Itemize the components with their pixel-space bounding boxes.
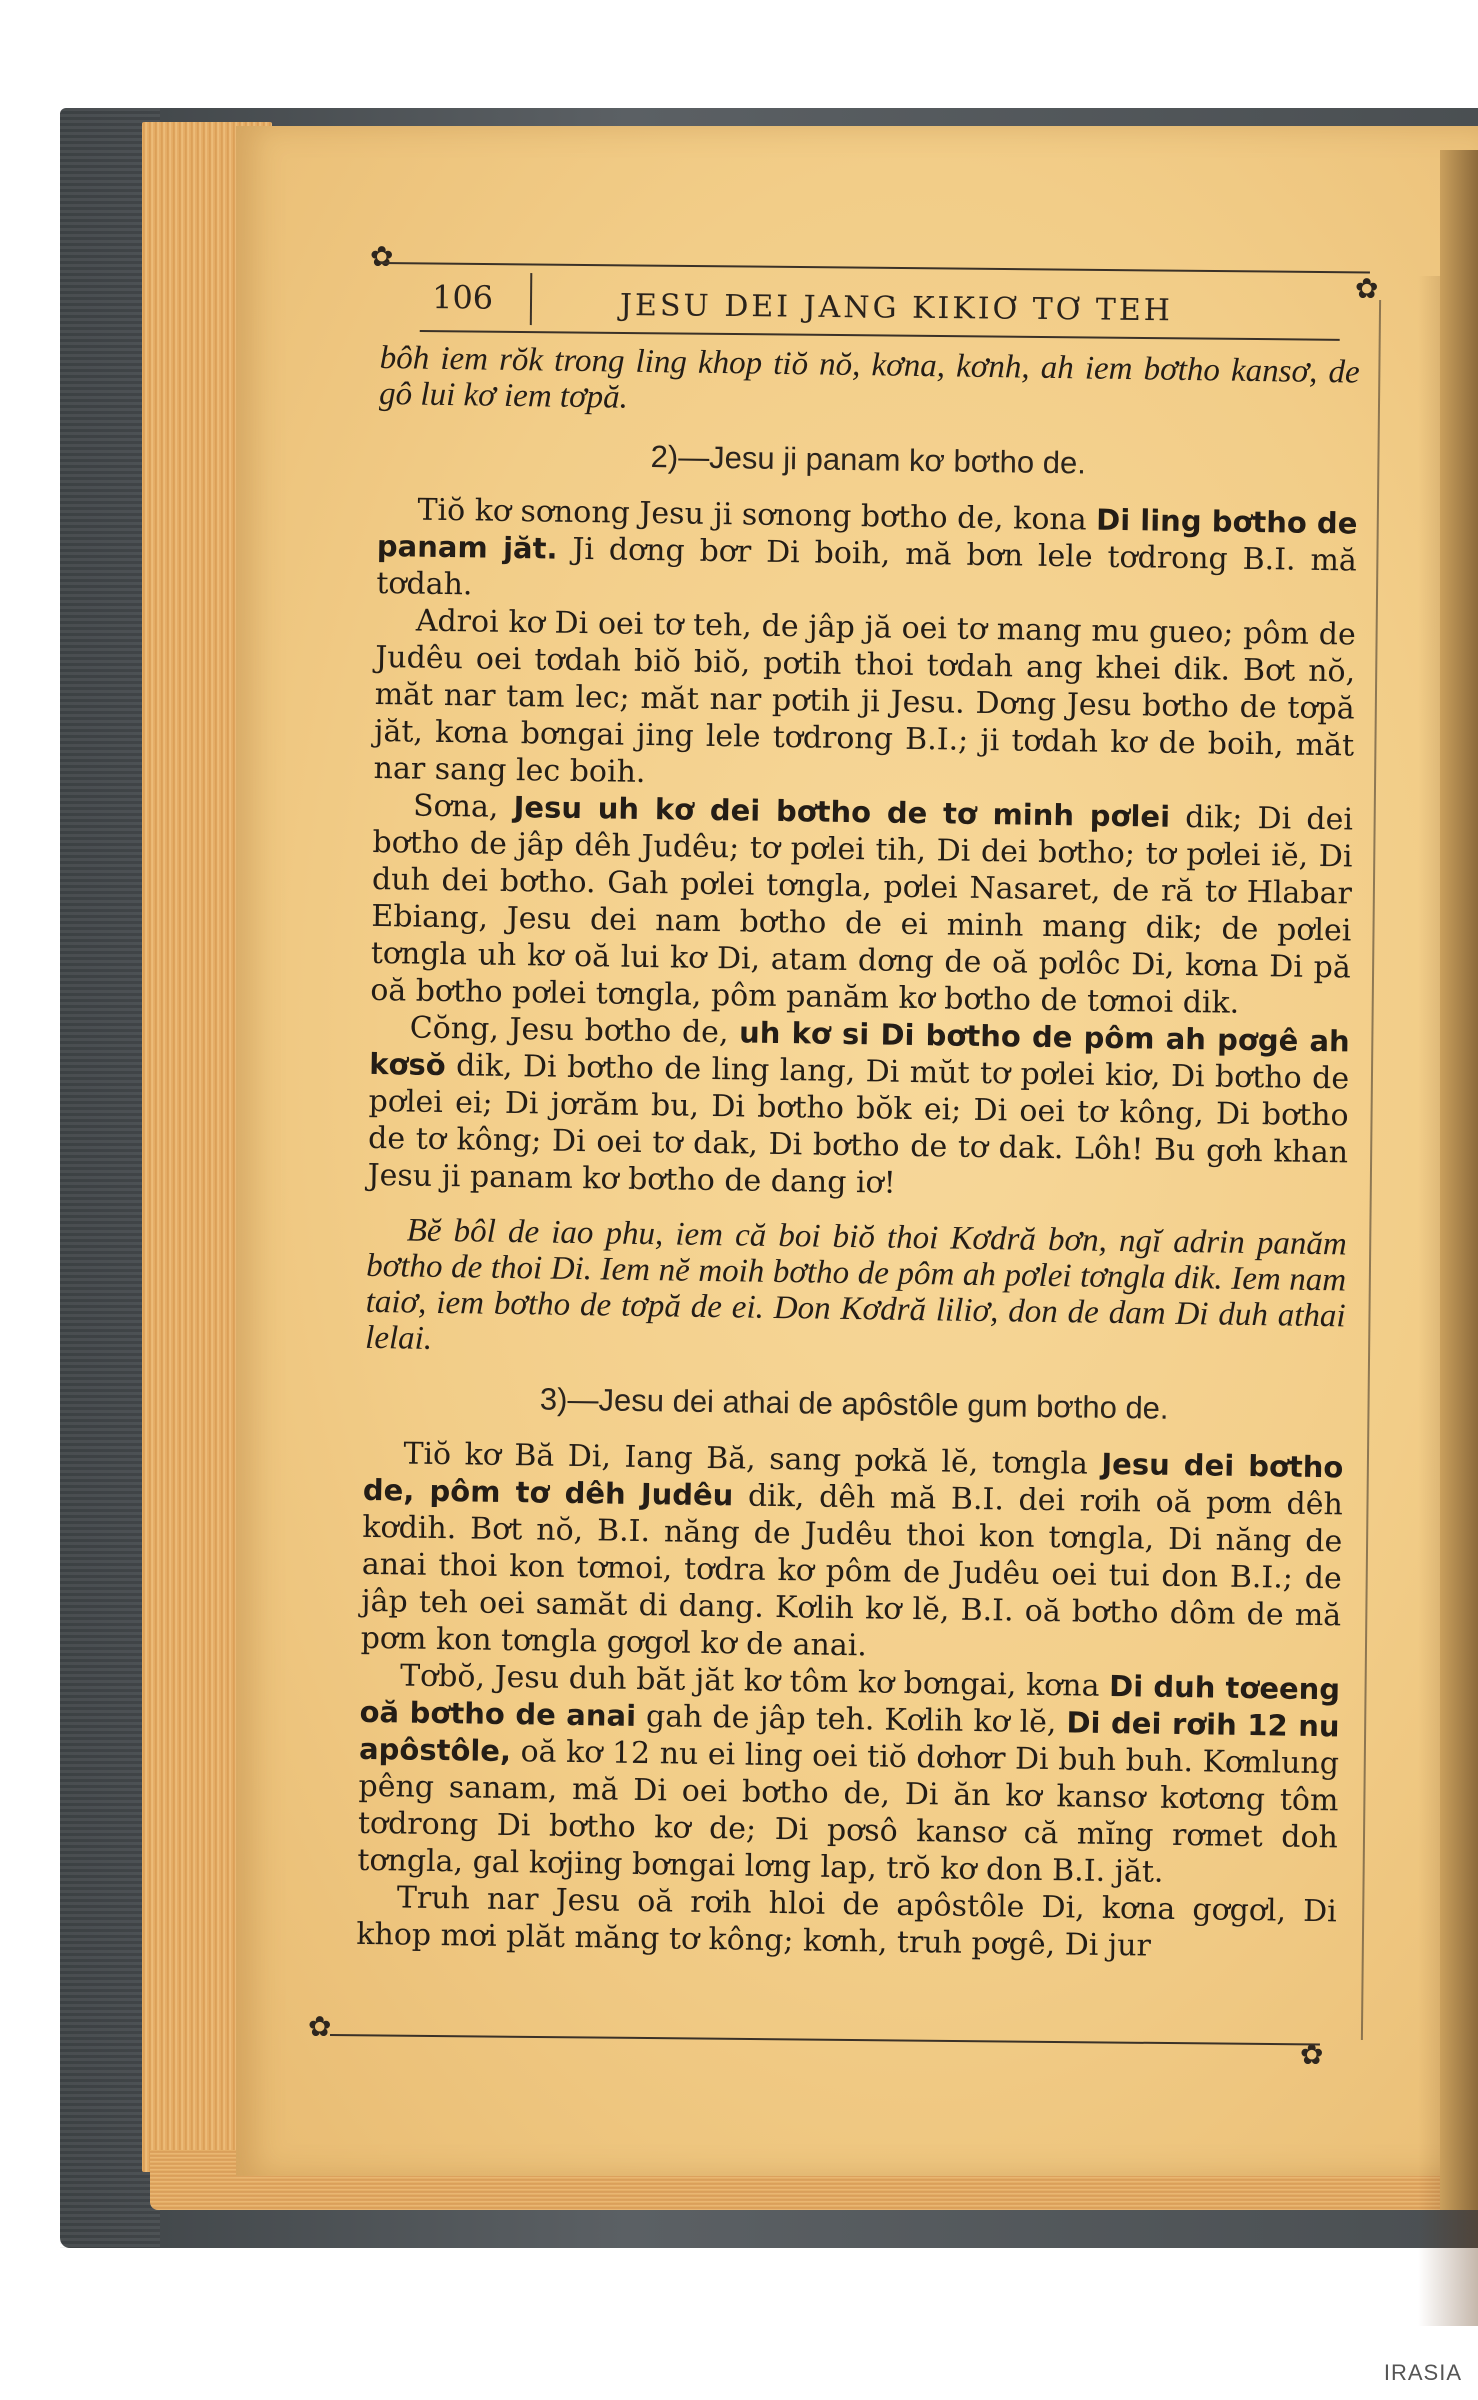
paragraph xyxy=(360,1435,1343,1672)
text-run: gah de jâp teh. Kơlih kơ lĕ, xyxy=(645,1699,1057,1741)
ornament-icon: ✿ xyxy=(370,240,394,273)
paragraph xyxy=(357,1657,1340,1894)
paragraph-italic: Bĕ bôl de iao phu, iem că boi biŏ thoi Kơdră bơn, ngĭ adrin panăm bơtho de thoi Di. Iem nĕ moih bơtho de pôm ah pơlei tơngla dik. Iem nam taiơ, iem bơtho de tơpă de ei. Don Kơdră liliơ, don de dam Di duh athai lelai. xyxy=(364,1212,1347,1357)
section-heading-3: 3)—Jesu dei athai de apôstôle gum bơtho de. xyxy=(539,1381,1169,1426)
paragraph xyxy=(367,1009,1350,1209)
text-run: Tiŏ kơ Bă Di, Iang Bă, sang pơkă lĕ, tơngla xyxy=(403,1436,1089,1482)
page-number: 106 xyxy=(431,278,494,317)
ornament-icon: ✿ xyxy=(1355,272,1379,305)
page-header xyxy=(420,272,1351,345)
bold-run: Jesu dei bơtho de, pôm tơ dêh Judêu xyxy=(362,1446,1344,1513)
text-run: Sơna, xyxy=(412,788,499,825)
bold-run: uh kơ si Di bơtho de pôm ah pơgê ah kơsŏ xyxy=(369,1015,1350,1083)
paragraph: Adroi kơ Di oei tơ teh, de jâp jă oei tơ mang mu gueo; pôm de Judêu oei tơdah biŏ biŏ, pơtih thoi tơdah ang khei dik. Bơt nŏ, măt nar tam lec; măt nar pơtih ji Jesu. Dơng Jesu bơtho de tơpă jăt, kơna bơngai jing lele tơdrong B.I.; ji tơdah kơ de boih, măt nar sang lec boih. xyxy=(373,603,1356,790)
running-head: JESU DEI JANG KIKIƠ TƠ TEH xyxy=(619,287,1174,329)
watermark: IRASIA xyxy=(1383,2360,1462,2385)
section-heading-2: 2)—Jesu ji panam kơ bơtho de. xyxy=(650,439,1087,481)
bold-run: Di duh tơeeng oă bơtho de anai xyxy=(359,1668,1341,1733)
paragraph-intro: bôh iem rŏk trong ling khop tiŏ nŏ, kơna, kơnh, ah iem bơtho kansơ, de gô lui kơ iem tơpă. xyxy=(378,340,1360,416)
text-run: dik, dêh mă B.I. dei rơih oă pơm dêh kơdih. Bơt nŏ, B.I. năng de Judêu thoi kon tơngla, Di năng de anai thoi kon tơmoi, tơdra kơ pôm de Judêu oei tui don B.I.; de jâp teh oei samăt di dang. Kơlih kơ lĕ, B.I. oă bơtho dôm de mă pơm kon tơngla gơgơl kơ de anai. xyxy=(360,1478,1344,1664)
text-run: dik; Di dei bơtho de jâp dêh Judêu; tơ pơlei tih, Di dei bơtho; tơ pơlei iĕ, Di duh dei bơtho. Gah pơlei tơngla, pơlei Nasaret, de ră tơ Hlabar Ebiang, Jesu dei nam bơtho de ei minh mang dik; de pơlei tơngla uh kơ oă lui kơ Di, atam dơng de oă pơlôc Di, kơna Di pă oă bơtho pơlei tơngla, pôm panăm kơ bơtho de tơmoi dik. xyxy=(370,800,1354,1021)
text-run: Tơbŏ, Jesu duh băt jăt kơ tôm kơ bơngai, kơna xyxy=(399,1658,1100,1704)
text-column xyxy=(354,340,1359,2074)
ornament-icon: ✿ xyxy=(308,2010,332,2043)
bold-run: Di dei rơih 12 nu apôstôle, xyxy=(358,1705,1340,1769)
paragraph xyxy=(370,787,1353,1024)
facing-page-edge xyxy=(1440,150,1478,2210)
text-run: Ji dơng bơr Di boih, mă bơn lele tơdrong B.I. mă tơdah. xyxy=(376,531,1358,603)
bold-run: Di ling bơtho de panam jăt. xyxy=(376,502,1358,566)
header-separator xyxy=(530,273,532,325)
text-run: Cŏng, Jesu bơtho de, xyxy=(409,1010,729,1051)
text-run: dik, Di bơtho de ling lang, Di mŭt tơ pơlei kiơ, Di bơtho de pơlei ei; Di jơrăm bu, Di bơtho bŏk ei; Di oei tơ kông, Di bơtho de tơ kông; Di oei tơ dak, Di bơtho de tơ dak. Lôh! Bu gơh khan Jesu ji panam kơ bơtho de dang iơ! xyxy=(367,1048,1350,1201)
text-run: Tiŏ kơ sơnong Jesu ji sơnong bơtho de, kona xyxy=(417,492,1087,538)
paragraph xyxy=(376,491,1358,617)
bold-run: Jesu uh kơ dei bơtho de tơ minh pơlei xyxy=(513,790,1171,834)
text-run: oă kơ 12 nu ei ling oei tiŏ dơhơr Di buh buh. Kơmlung pêng sanam, mă Di oei bơtho de, Di ăn kơ kansơ kơtơng tôm tơdrong Di bơtho kơ de; Di pơsô kansơ că mĭng rơmet doh tơngla, gal kơjing bơngai lơng lap, trŏ kơ don B.I. jăt. xyxy=(357,1734,1340,1890)
paragraph: Truh nar Jesu oă rơih hloi de apôstôle Di, kơna gơgơl, Di khop mơi plăt măng tơ kông; kơnh, truh pơgê, Di jur xyxy=(356,1880,1338,1964)
ornament-icon: ✿ xyxy=(1300,2038,1324,2071)
